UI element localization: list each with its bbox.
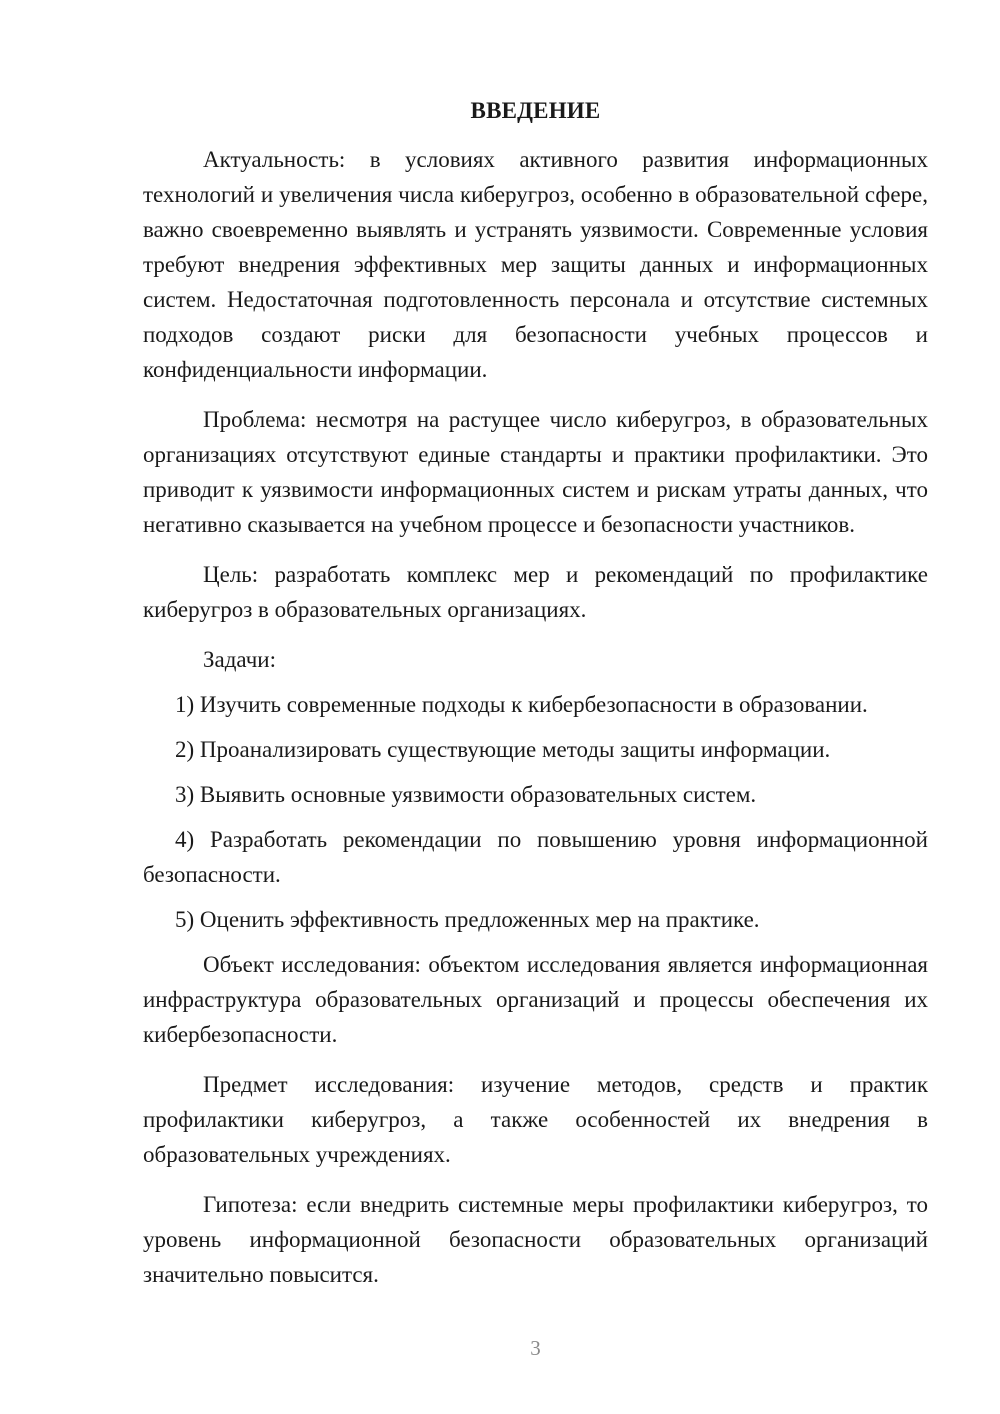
task-item: 4) Разработать рекомендации по повышению уровня информационной безопасности.	[143, 827, 928, 887]
task-item: 2) Проанализировать существующие методы защиты информации.	[175, 737, 831, 762]
paragraph-relevance: Актуальность: в условиях активного развития информационных технологий и увеличения числа киберугроз, особенно в образовательной сфере, важно своевременно выявлять и устранять уязвимости. Современные условия требуют внедрения эффективных мер защиты данных и информационных систем. Недостаточная подготовленность персонала и отсутствие системных подходов создают риски для безопасности учебных процессов и конфиденциальности информации.	[143, 147, 928, 382]
task-item: 3) Выявить основные уязвимости образовательных систем.	[175, 782, 757, 807]
document-page	[143, 0, 928, 1414]
paragraph-goal: Цель: разработать комплекс мер и рекомендаций по профилактике киберугроз в образовательных организациях.	[143, 562, 928, 622]
document-body	[143, 142, 928, 1307]
paragraph-subject: Предмет исследования: изучение методов, средств и практик профилактики киберугроз, а также особенностей их внедрения в образовательных учреждениях.	[143, 1072, 928, 1167]
section-title: ВВЕДЕНИЕ	[470, 98, 601, 123]
task-item: 1) Изучить современные подходы к кибербезопасности в образовании.	[175, 692, 868, 717]
paragraph-hypothesis: Гипотеза: если внедрить системные меры профилактики киберугроз, то уровень информационной безопасности образовательных организаций значительно повысится.	[143, 1192, 928, 1287]
task-item: 5) Оценить эффективность предложенных мер на практике.	[175, 907, 760, 932]
paragraph-problem: Проблема: несмотря на растущее число киберугроз, в образовательных организациях отсутствуют единые стандарты и практики профилактики. Это приводит к уязвимости информационных систем и рискам утраты данных, что негативно сказывается на учебном процессе и безопасности участников.	[143, 407, 928, 537]
paragraph-object: Объект исследования: объектом исследования является информационная инфраструктура образовательных организаций и процессы обеспечения их кибербезопасности.	[143, 952, 928, 1047]
page-number: 3	[530, 1336, 541, 1360]
tasks-heading: Задачи:	[203, 647, 276, 672]
